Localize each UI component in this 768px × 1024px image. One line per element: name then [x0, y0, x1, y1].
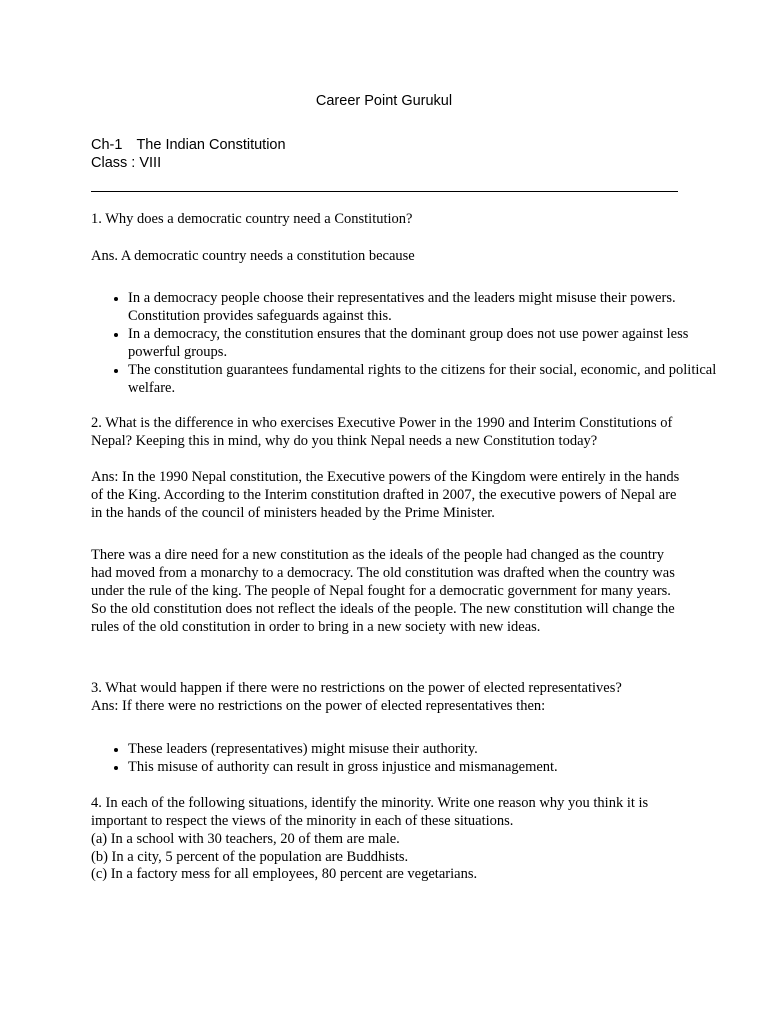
answer-2-paragraph: There was a dire need for a new constitution as the ideals of the people had changed as the country had moved from a monarchy to a democracy. The old constitution was drafted when the country was under the rule of the king. The people of Nepal fought for a democratic government for many years. So the old constitution does not reflect the ideals of the people. The new constitution will change the rules of the old constitution in order to bring in a new society with new ideas. — [91, 547, 675, 635]
answer-2: Ans: In the 1990 Nepal constitution, the Executive powers of the Kingdom were entirely in the hands of the King. According to the Interim constitution drafted in 2007, the executive powers of Nepal are in the hands of the council of ministers headed by the Prime Minister. — [91, 469, 680, 521]
answer-1-list — [91, 289, 718, 397]
chapter-number: Ch-1 — [91, 137, 123, 153]
question-2: 2. What is the difference in who exercises Executive Power in the 1990 and Interim Constitutions of Nepal? Keeping this in mind, why do you think Nepal needs a new Constitution today? — [91, 415, 673, 449]
situation-a: (a) In a school with 30 teachers, 20 of them are male. — [91, 831, 400, 847]
list-item: • This misuse of authority can result in gross injustice and mismanagement. — [128, 758, 718, 776]
situation-c: (c) In a factory mess for all employees, 80 percent are vegetarians. — [91, 866, 478, 882]
class-label: Class : VIII — [91, 155, 162, 171]
chapter-title: The Indian Constitution — [136, 137, 286, 153]
question-3: 3. What would happen if there were no restrictions on the power of elected representatives? — [91, 680, 622, 696]
answer-1-intro: Ans. A democratic country needs a constitution because — [91, 248, 415, 264]
answer-3-intro: Ans: If there were no restrictions on the power of elected representatives then: — [91, 698, 546, 714]
list-item: • These leaders (representatives) might misuse their authority. — [128, 740, 718, 758]
list-item: • In a democracy people choose their representatives and the leaders might misuse their powers. Constitution provides safeguards against this. — [128, 289, 718, 325]
header-divider — [91, 191, 678, 192]
document-title: Career Point Gurukul — [315, 93, 453, 109]
chapter-heading — [91, 136, 286, 154]
answer-3-list — [91, 740, 718, 776]
list-item: • The constitution guarantees fundamental rights to the citizens for their social, economic, and political welfare. — [128, 361, 718, 397]
question-4: 4. In each of the following situations, identify the minority. Write one reason why you think it is important to respect the views of the minority in each of these situations. — [91, 795, 649, 829]
list-item: • In a democracy, the constitution ensures that the dominant group does not use power against less powerful groups. — [128, 325, 718, 361]
situation-b: (b) In a city, 5 percent of the population are Buddhists. — [91, 849, 409, 865]
question-1: 1. Why does a democratic country need a Constitution? — [91, 211, 413, 227]
